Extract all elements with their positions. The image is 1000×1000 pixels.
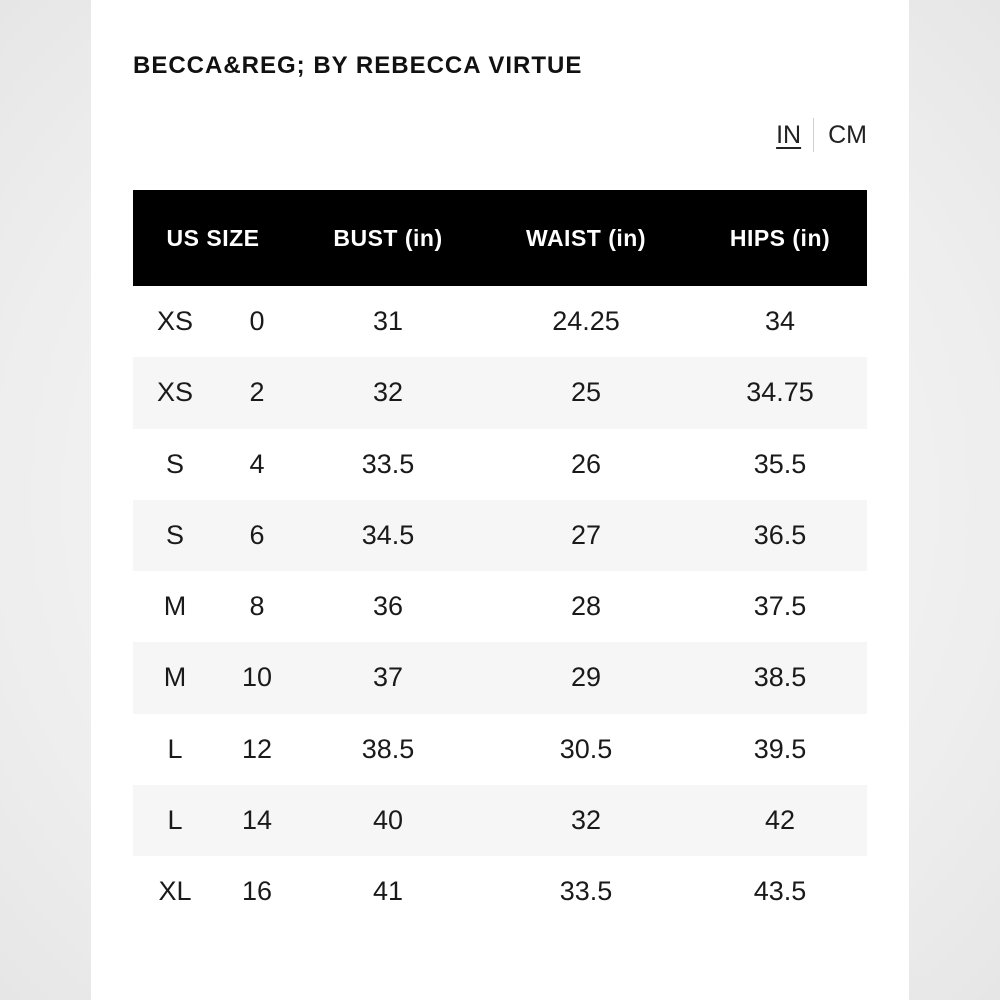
table-row bbox=[133, 286, 867, 357]
cell-size-label: L bbox=[167, 733, 183, 764]
cell-size-number: 6 bbox=[249, 519, 265, 550]
cell-size-number: 16 bbox=[241, 876, 273, 907]
cell-size-number: 8 bbox=[249, 591, 265, 622]
cell-size-number: 14 bbox=[241, 805, 273, 836]
cell-hips: 34 bbox=[764, 306, 796, 336]
cell-waist: 29 bbox=[570, 662, 602, 693]
header-us-size: US SIZE bbox=[166, 225, 260, 251]
cell-bust: 38.5 bbox=[361, 733, 415, 764]
cell-size-label: M bbox=[163, 591, 187, 622]
header-hips: HIPS (in) bbox=[729, 225, 831, 251]
size-chart-card bbox=[91, 0, 909, 1000]
cell-size-number: 2 bbox=[249, 377, 265, 408]
table-row bbox=[133, 785, 867, 856]
table-row bbox=[133, 714, 867, 785]
cell-hips: 42 bbox=[764, 805, 796, 836]
cell-waist: 26 bbox=[570, 448, 602, 479]
cell-size-label: S bbox=[165, 519, 184, 550]
header-waist: WAIST (in) bbox=[526, 225, 646, 251]
cell-size-label: XL bbox=[158, 876, 192, 907]
unit-toggle bbox=[776, 118, 867, 152]
cell-waist: 24.25 bbox=[552, 306, 620, 336]
cell-waist: 27 bbox=[570, 519, 602, 550]
cell-bust: 34.5 bbox=[361, 519, 415, 550]
cell-bust: 40 bbox=[372, 805, 404, 836]
cell-hips: 37.5 bbox=[753, 591, 807, 622]
cell-hips: 39.5 bbox=[753, 733, 807, 764]
table-row bbox=[133, 429, 867, 500]
table-header bbox=[133, 190, 867, 286]
cell-hips: 36.5 bbox=[753, 519, 807, 550]
cell-size-label: L bbox=[167, 805, 183, 836]
cell-size-label: S bbox=[165, 448, 184, 479]
cell-waist: 30.5 bbox=[559, 733, 613, 764]
size-table bbox=[133, 190, 867, 928]
brand-title: BECCA&REG; BY REBECCA VIRTUE bbox=[133, 52, 583, 79]
cell-bust: 37 bbox=[372, 662, 404, 693]
table-row bbox=[133, 571, 867, 642]
table-row bbox=[133, 357, 867, 428]
cell-bust: 32 bbox=[372, 377, 404, 408]
cell-waist: 25 bbox=[570, 377, 602, 408]
cell-hips: 34.75 bbox=[746, 377, 814, 408]
cell-bust: 41 bbox=[372, 876, 404, 907]
table-row bbox=[133, 642, 867, 713]
cell-size-number: 0 bbox=[249, 306, 265, 336]
cell-size-label: XS bbox=[156, 377, 194, 408]
unit-cm-button[interactable]: CM bbox=[828, 120, 867, 149]
cell-bust: 33.5 bbox=[361, 448, 415, 479]
table-row bbox=[133, 856, 867, 927]
cell-bust: 36 bbox=[372, 591, 404, 622]
cell-hips: 35.5 bbox=[753, 448, 807, 479]
table-body bbox=[133, 286, 867, 928]
cell-hips: 38.5 bbox=[753, 662, 807, 693]
unit-in-button[interactable]: IN bbox=[776, 120, 802, 149]
cell-size-label: M bbox=[163, 662, 187, 693]
table-row bbox=[133, 500, 867, 571]
cell-size-number: 4 bbox=[249, 448, 265, 479]
cell-bust: 31 bbox=[372, 306, 404, 336]
cell-hips: 43.5 bbox=[753, 876, 807, 907]
cell-waist: 33.5 bbox=[559, 876, 613, 907]
cell-size-number: 10 bbox=[241, 662, 273, 693]
cell-size-label: XS bbox=[156, 306, 194, 336]
cell-waist: 32 bbox=[570, 805, 602, 836]
header-bust: BUST (in) bbox=[333, 225, 443, 251]
cell-size-number: 12 bbox=[241, 733, 273, 764]
cell-waist: 28 bbox=[570, 591, 602, 622]
